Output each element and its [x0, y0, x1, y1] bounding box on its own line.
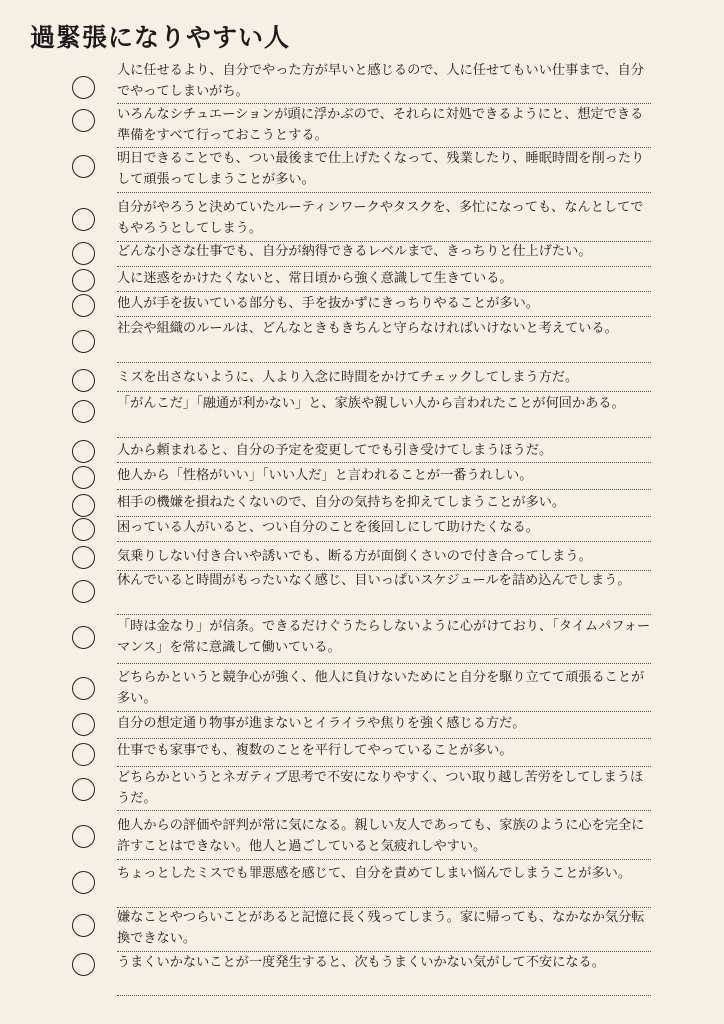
checkbox-circle[interactable]: [72, 208, 95, 231]
dotted-divider: [117, 391, 651, 392]
dotted-divider: [117, 614, 651, 615]
item-text: うまくいかないことが一度発生すると、次もうまくいかない気がして不安になる。: [117, 955, 605, 970]
item-text: 他人が手を抜いている部分も、手を抜かずにきっちりやることが多い。: [117, 296, 539, 311]
item-text: 人から頼まれると、自分の予定を変更してでも引き受けてしまうほうだ。: [117, 443, 553, 458]
checkbox-circle[interactable]: [72, 626, 95, 649]
dotted-divider: [117, 192, 651, 193]
item-text: 人に迷惑をかけたくないと、常日頃から強く意識して生きている。: [117, 271, 513, 286]
page-title: 過緊張になりやすい人: [30, 23, 291, 52]
item-text: 人に任せるより、自分でやった方が早いと感じるので、人に任せてもいい仕事まで、自分でやってしまいがち。: [117, 63, 644, 99]
checkbox-circle[interactable]: [72, 677, 95, 700]
item-text: 他人からの評価や評判が常に気になる。親しい友人であっても、家族のように心を完全に許すことはできない。他人と過ごしていると気疲れしやすい。: [117, 818, 645, 854]
item-text: 自分がやろうと決めていたルーティンワークやタスクを、多忙になっても、なんとしてでもやろうとしてしまう。: [117, 200, 644, 236]
checkbox-circle[interactable]: [72, 269, 95, 292]
checkbox-circle[interactable]: [72, 155, 95, 178]
item-text: どちらかというと競争心が強く、他人に負けないためにと自分を駆り立てて頑張ることが多い。: [117, 670, 645, 706]
item-text: ちょっとしたミスでも罪悪感を感じて、自分を責めてしまい悩んでしまうことが多い。: [117, 866, 632, 881]
dotted-divider: [117, 711, 651, 712]
checkbox-circle[interactable]: [72, 518, 95, 541]
item-text: 休んでいると時間がもったいなく感じ、目いっぱいスケジュールを詰め込んでしまう。: [117, 573, 631, 588]
checkbox-circle[interactable]: [72, 825, 95, 848]
dotted-divider: [117, 995, 651, 996]
dotted-divider: [117, 462, 651, 463]
checkbox-circle[interactable]: [72, 76, 95, 99]
item-text: 相手の機嫌を損ねたくないので、自分の気持ちを抑えてしまうことが多い。: [117, 495, 566, 510]
item-text: 仕事でも家事でも、複数のことを平行してやっていることが多い。: [117, 743, 513, 758]
checkbox-circle[interactable]: [72, 743, 95, 766]
dotted-divider: [117, 362, 651, 363]
checkbox-circle[interactable]: [72, 580, 95, 603]
item-text: 他人から「性格がいい」「いい人だ」と言われることが一番うれしい。: [117, 468, 533, 483]
checkbox-circle[interactable]: [72, 953, 95, 976]
dotted-divider: [117, 859, 651, 860]
checkbox-circle[interactable]: [72, 871, 95, 894]
item-text: 困っている人がいると、つい自分のことを後回しにして助けたくなる。: [117, 520, 539, 535]
item-text: 「時は金なり」が信条。できるだけぐうたらしないように心がけており、「タイムパフォーマンス」を常に意識して働いている。: [117, 619, 651, 655]
checkbox-circle[interactable]: [72, 369, 95, 392]
checkbox-circle[interactable]: [72, 494, 95, 517]
item-text: 気乗りしない付き合いや誘いでも、断る方が面倒くさいので付き合ってしまう。: [117, 549, 592, 564]
dotted-divider: [117, 663, 651, 664]
checkbox-circle[interactable]: [72, 546, 95, 569]
item-text: 社会や組織のルールは、どんなときもきちんと守らなければいけないと考えている。: [117, 321, 618, 336]
dotted-divider: [117, 738, 651, 739]
dotted-divider: [117, 489, 651, 490]
item-text: 「がんこだ」「融通が利かない」と、家族や親しい人から言われたことが何回かある。: [117, 396, 625, 411]
checkbox-circle[interactable]: [72, 242, 95, 265]
item-text: どちらかというとネガティブ思考で不安になりやすく、つい取り越し苦労をしてしまうほうだ。: [117, 770, 644, 806]
checkbox-circle[interactable]: [72, 400, 95, 423]
item-text: 嫌なことやつらいことがあると記憶に長く残ってしまう。家に帰っても、なかなか気分転換できない。: [117, 910, 645, 946]
checkbox-circle[interactable]: [72, 109, 95, 132]
checkbox-circle[interactable]: [72, 330, 95, 353]
checkbox-circle[interactable]: [72, 466, 95, 489]
dotted-divider: [117, 266, 651, 267]
checkbox-circle[interactable]: [72, 914, 95, 937]
dotted-divider: [117, 316, 651, 317]
checkbox-circle[interactable]: [72, 294, 95, 317]
dotted-divider: [117, 437, 651, 438]
dotted-divider: [117, 810, 651, 811]
item-text: 明日できることでも、つい最後まで仕上げたくなって、残業したり、睡眠時間を削ったりして頑張ってしまうことが多い。: [117, 151, 645, 187]
checkbox-circle[interactable]: [72, 713, 95, 736]
item-text: いろんなシチュエーションが頭に浮かぶので、それらに対処できるようにと、想定できる準備をすべて行っておこうとする。: [117, 107, 644, 143]
item-text: どんな小さな仕事でも、自分が納得できるレベルまで、きっちりと仕上げたい。: [117, 244, 592, 259]
dotted-divider: [117, 291, 651, 292]
checkbox-circle[interactable]: [72, 778, 95, 801]
item-text: 自分の想定通り物事が進まないとイライラや焦りを強く感じる方だ。: [117, 716, 526, 731]
item-text: ミスを出さないように、人より入念に時間をかけてチェックしてしまう方だ。: [117, 370, 579, 385]
dotted-divider: [117, 541, 651, 542]
checkbox-circle[interactable]: [72, 440, 95, 463]
